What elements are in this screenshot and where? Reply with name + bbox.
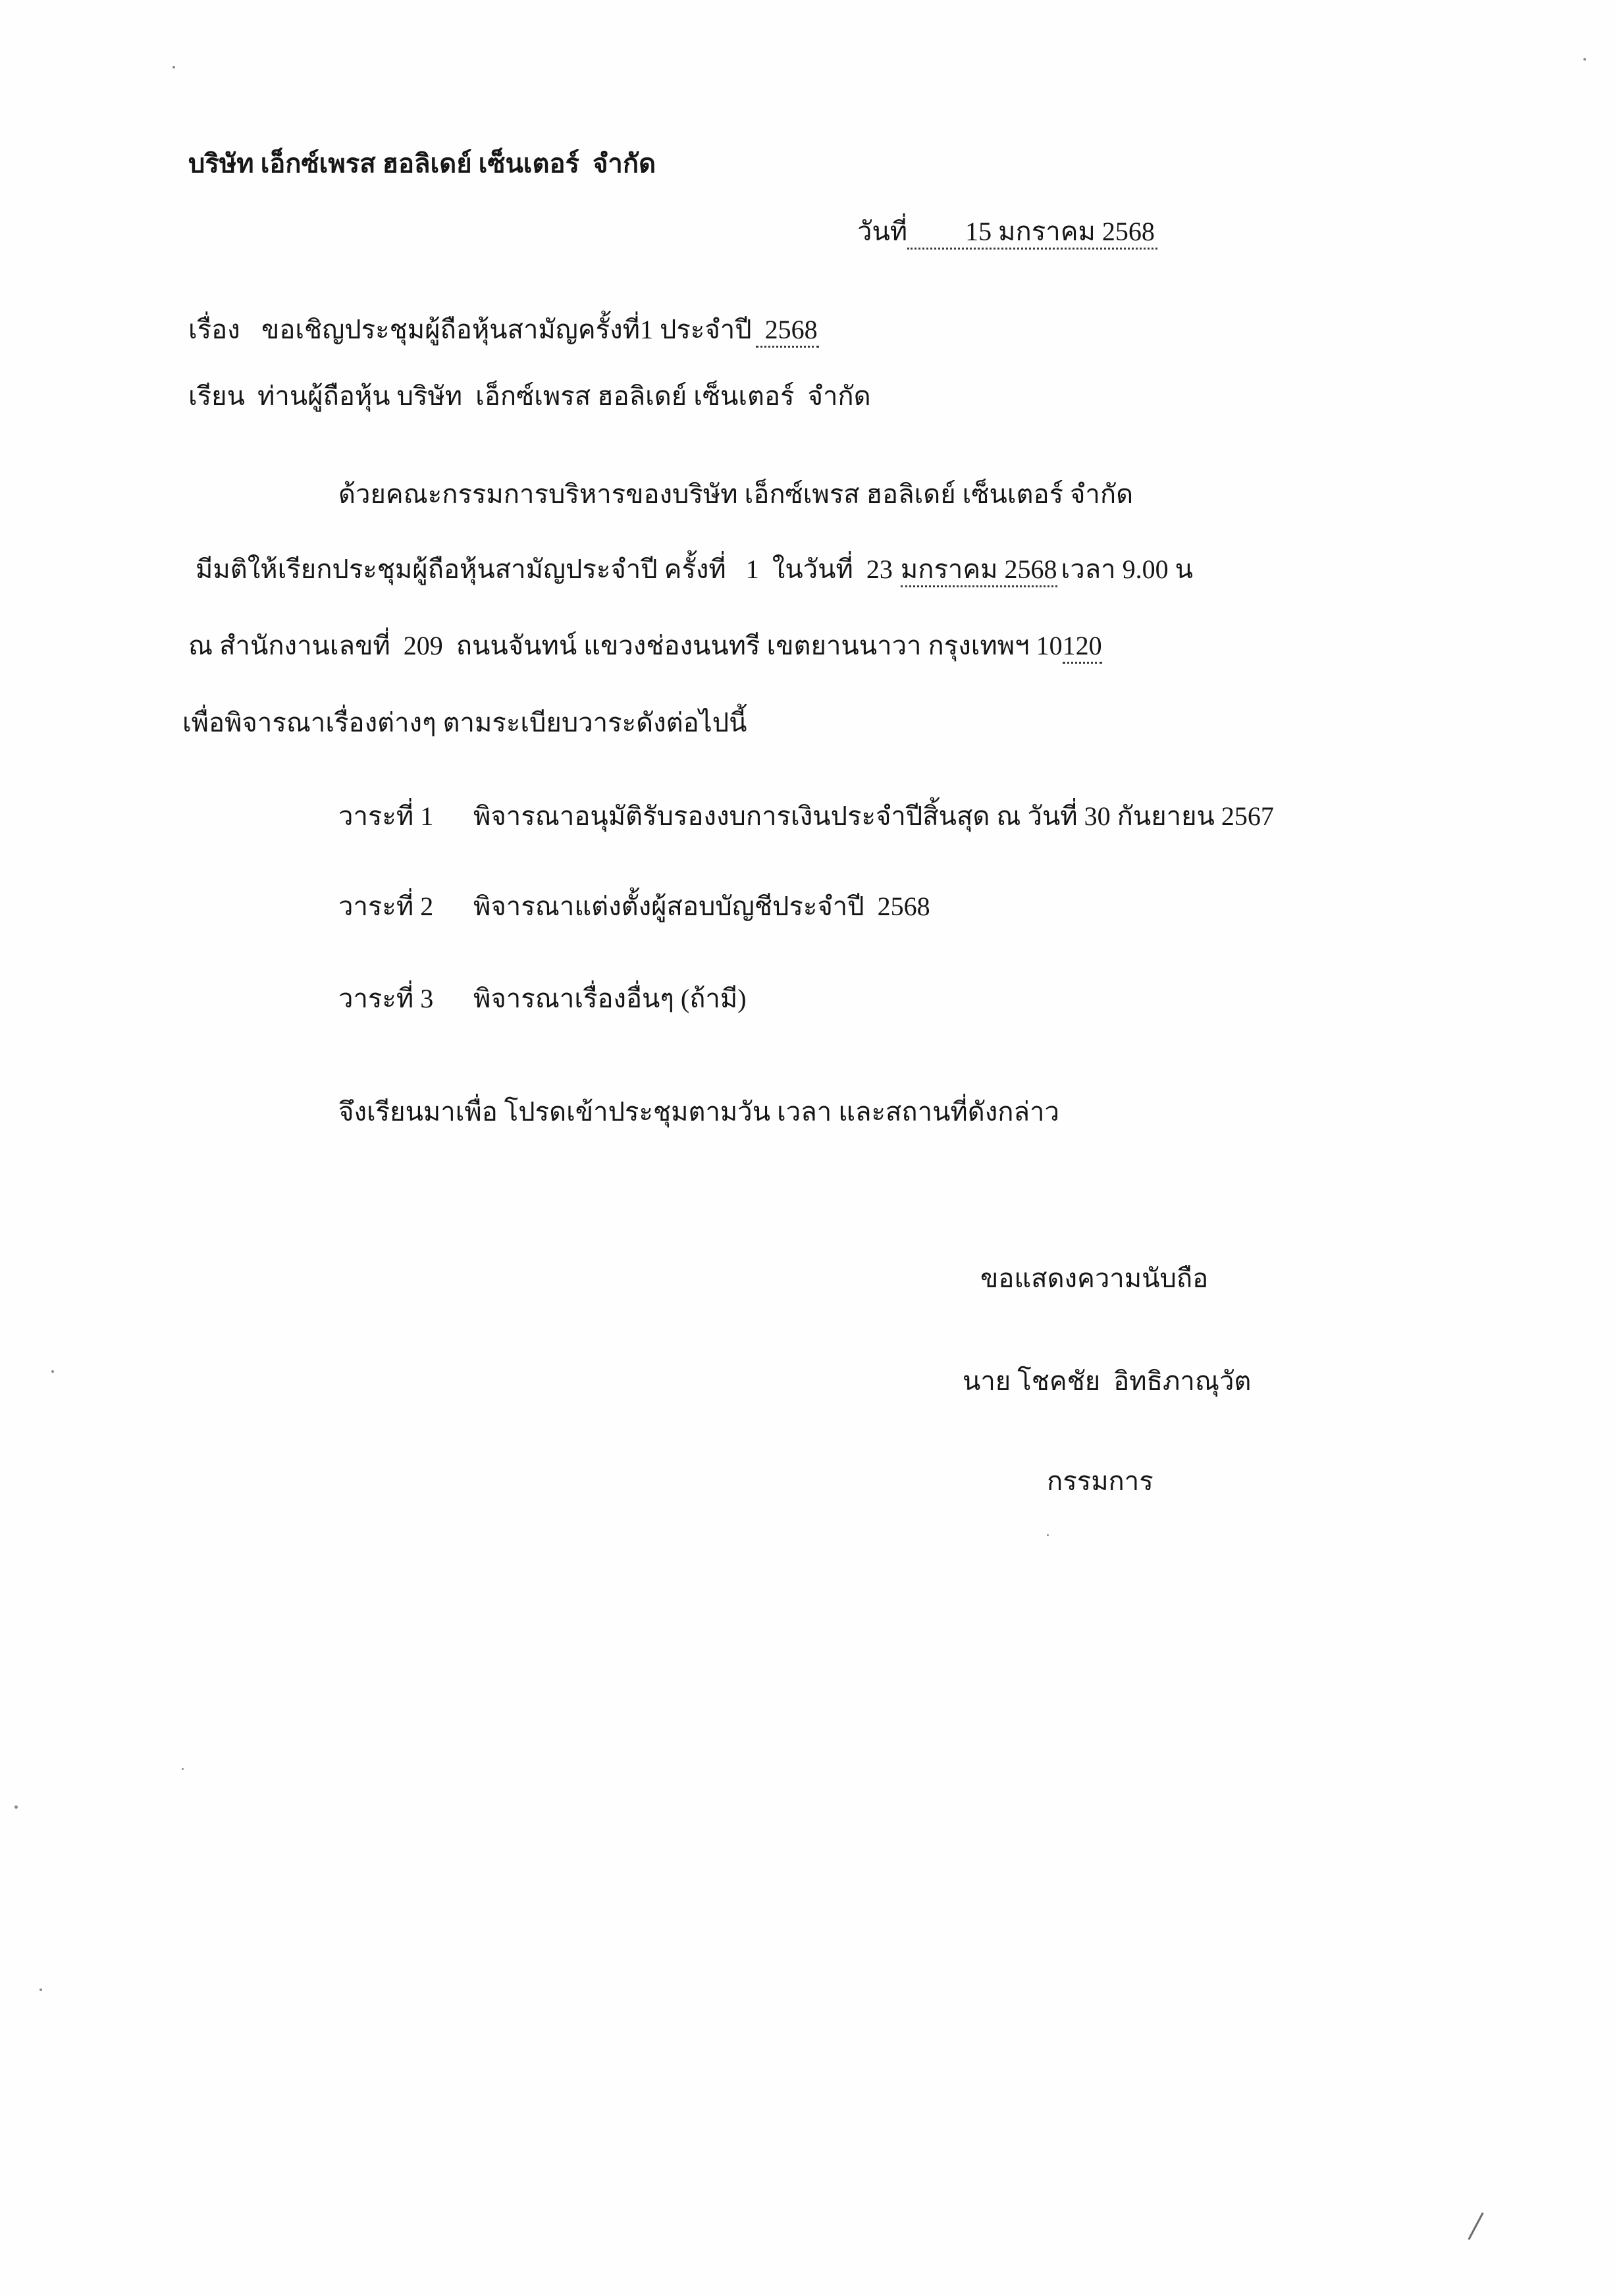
scan-speck <box>1583 58 1586 61</box>
agenda-label: วาระที่ 2 <box>338 892 434 921</box>
subject-label: เรื่อง <box>188 315 240 344</box>
company-name: บริษัท เอ็กซ์เพรส ฮอลิเดย์ เซ็นเตอร์ จำกัด <box>188 149 656 178</box>
meeting-time: เวลา 9.00 น <box>1061 554 1193 584</box>
agenda-item-2 <box>338 887 930 926</box>
postcode-underlined: 120 <box>1063 630 1102 664</box>
regards-text: ขอแสดงความนับถือ <box>980 1264 1209 1293</box>
subject-line <box>188 310 819 350</box>
scan-speck <box>40 1989 42 1991</box>
scan-speck <box>1047 1534 1049 1536</box>
scan-speck <box>172 66 175 68</box>
closing-text: จึงเรียนมาเพื่อ โปรดเข้าประชุมตามวัน เวลา และสถานที่ดังกล่าว <box>338 1097 1059 1127</box>
body-text: มีมติให้เรียกประชุมผู้ถือหุ้นสามัญประจำปี ครั้งที่ 1 ในวันที่ 23 <box>196 554 893 584</box>
closing-line <box>338 1092 1059 1132</box>
subject-text: ขอเชิญประชุมผู้ถือหุ้นสามัญครั้งที่1 ประจำปี <box>261 315 752 344</box>
agenda-text: พิจารณาแต่งตั้งผู้สอบบัญชีประจำปี 2568 <box>473 892 930 921</box>
scan-speck <box>182 1768 184 1770</box>
scan-mark <box>1468 2212 1483 2240</box>
signatory-name-line <box>963 1362 1251 1401</box>
signatory-position: กรรมการ <box>1047 1466 1153 1496</box>
agenda-item-3 <box>338 979 747 1019</box>
recipient-text: ท่านผู้ถือหุ้น บริษัท เอ็กซ์เพรส ฮอลิเดย์ เซ็นเตอร์ จำกัด <box>257 381 871 411</box>
agenda-text: พิจารณาอนุมัติรับรองงบการเงินประจำปีสิ้นสุด ณ วันที่ 30 กันยายน 2567 <box>473 801 1274 831</box>
regards-line <box>980 1259 1208 1298</box>
date-value: 15 มกราคม 2568 <box>907 216 1157 250</box>
agenda-label: วาระที่ 3 <box>338 984 434 1013</box>
body-line-4 <box>182 703 747 743</box>
agenda-text: พิจารณาเรื่องอื่นๆ (ถ้ามี) <box>473 984 747 1013</box>
signatory-name: นาย โชคชัย อิทธิภาณุวัต <box>963 1366 1252 1396</box>
signatory-position-line <box>1047 1462 1153 1501</box>
meeting-date: มกราคม 2568 <box>901 554 1057 587</box>
scan-speck <box>51 1370 54 1373</box>
body-line-1 <box>338 475 1133 514</box>
body-text: ด้วยคณะกรรมการบริหารของบริษัท เอ็กซ์เพรส ฮอลิเดย์ เซ็นเตอร์ จำกัด <box>338 479 1134 509</box>
body-text: เพื่อพิจารณาเรื่องต่างๆ ตามระเบียบวาระดังต่อไปนี้ <box>182 708 747 737</box>
recipient-line <box>188 377 871 416</box>
body-line-3 <box>188 626 1102 666</box>
subject-year: 2568 <box>756 314 819 348</box>
agenda-item-1 <box>338 797 1274 836</box>
meeting-address: ณ สำนักงานเลขที่ 209 ถนนจันทน์ แขวงช่องนนทรี เขตยานนาวา กรุงเทพฯ 10 <box>188 631 1063 660</box>
letter-date <box>857 212 1157 252</box>
date-label: วันที่ <box>857 217 908 246</box>
recipient-label: เรียน <box>188 381 245 411</box>
body-line-2 <box>196 550 1193 589</box>
company-heading <box>188 144 656 184</box>
agenda-label: วาระที่ 1 <box>338 801 434 831</box>
scan-speck <box>14 1805 18 1809</box>
